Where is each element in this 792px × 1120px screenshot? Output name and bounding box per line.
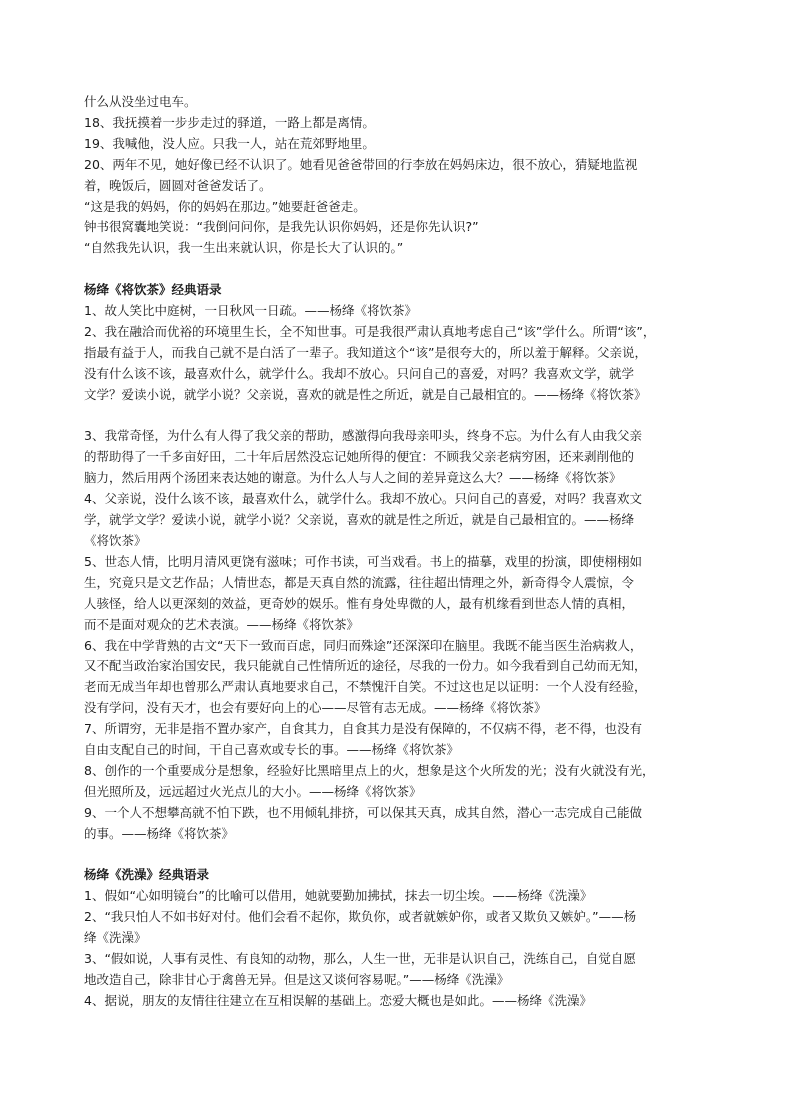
quote-7: 7、所谓穷，无非是指不置办家产，自食其力，自食其力是没有保障的，不仅病不得，老不得，也没有	[84, 721, 642, 737]
text-line: 文学？爱读小说，就学小说？父亲说，喜欢的就是性之所近，就是自己最相宜的。——杨绛《将饮茶》	[84, 386, 647, 402]
text-line: 的事。——杨绛《将饮茶》	[84, 825, 235, 841]
quote-20: 20、两年不见，她好像已经不认识了。她看见爸爸带回的行李放在妈妈床边，很不放心，猜疑地监视	[84, 156, 638, 172]
quote-9: 9、一个人不想攀高就不怕下跌，也不用倾轧排挤，可以保其天真，成其自然，潜心一志完成自己能做	[84, 804, 642, 820]
text-line: 没有学问，没有天才，也会有要好向上的心——尽管有志无成。——杨绛《将饮茶》	[84, 700, 547, 716]
text-line: 老而无成当年却也曾那么严肃认真地要求自己，不禁愧汗自笑。不过这也足以证明：一个人没有经验，	[84, 679, 647, 695]
quote-8: 8、创作的一个重要成分是想象，经验好比黑暗里点上的火，想象是这个火所发的光；没有火就没有光，	[84, 762, 655, 778]
text-line: 绛《洗澡》	[84, 930, 147, 946]
quote-5: 5、世态人情，比明月清风更饶有滋味；可作书读，可当戏看。书上的描摹，戏里的扮演，即使栩栩如	[84, 553, 642, 569]
text-line: “这是我的妈妈，你的妈妈在那边。”她要赶爸爸走。	[84, 198, 366, 214]
text-line: “自然我先认识，我一生出来就认识，你是长大了认识的。”	[84, 240, 404, 256]
text-line: 地改造自己，除非甘心于禽兽无异。但是这又谈何容易呢。”——杨绛《洗澡》	[84, 972, 510, 988]
text-line: 生，究竟只是文艺作品；人情世态，都是天真自然的流露，往往超出情理之外，新奇得令人震惊，令	[84, 574, 635, 590]
section-heading-xizao: 杨绛《洗澡》经典语录	[84, 867, 210, 883]
quote-2: 2、“我只怕人不如书好对付。他们会看不起你，欺负你，或者就嫉妒你，或者又欺负又嫉妒。”——杨	[84, 909, 637, 925]
quote-6: 6、我在中学背熟的古文“天下一致而百虑，同归而殊途”还深深印在脑里。我既不能当医生治病救人，	[84, 637, 643, 653]
text-line: 又不配当政治家治国安民，我只能就自己性情所近的途径，尽我的一份力。如今我看到自己幼而无知，	[84, 658, 647, 674]
text-line: 脑力，然后用两个汤团来表达她的谢意。为什么人与人之间的差异竟这么大？——杨绛《将饮茶》	[84, 470, 622, 486]
text-line: 但光照所及，远远超过火光点儿的大小。——杨绛《将饮茶》	[84, 783, 422, 799]
text-line: 的帮助得了一千多亩好田，二十年后居然没忘记她所得的便宜：不顾我父亲老病穷困，还来剥削他的	[84, 449, 635, 465]
text-line: 《将饮茶》	[84, 533, 147, 548]
quote-3: 3、“假如说，人事有灵性、有良知的动物，那么，人生一世，无非是认识自己，洗练自己，自觉自愿	[84, 951, 636, 967]
text-line: 什么从没坐过电车。	[84, 94, 197, 109]
quote-3: 3、我常奇怪，为什么有人得了我父亲的帮助，感激得向我母亲叩头，终身不忘。为什么有人由我父亲	[84, 428, 642, 444]
quote-4: 4、父亲说，没什么该不该，最喜欢什么，就学什么。我却不放心。只问自己的喜爱，对吗？我喜欢文	[84, 491, 642, 507]
text-line: 着，晚饭后，圆圆对爸爸发话了。	[84, 177, 272, 193]
quote-4: 4、据说，朋友的友情往往建立在互相误解的基础上。恋爱大概也是如此。——杨绛《洗澡》	[84, 992, 592, 1008]
section-heading-jiangyincha: 杨绛《将饮茶》经典语录	[84, 282, 222, 298]
quote-2: 2、我在融洽而优裕的环境里生长，全不知世事。可是我很严肃认真地考虑自己“该”学什么。所谓“该”，	[84, 323, 656, 339]
text-line: 自由支配自己的时间，干自己喜欢或专长的事。——杨绛《将饮茶》	[84, 742, 460, 758]
blank-line	[84, 845, 722, 866]
text-line: 指最有益于人，而我自己就不是白活了一辈子。我知道这个“该”是很夸大的，所以羞于解释。父亲说，	[84, 344, 647, 360]
text-line: 没有什么该不该，最喜欢什么，就学什么。我却不放心。只问自己的喜爱，对吗？我喜欢文学，就学	[84, 365, 635, 381]
text-line: 学，就学文学？爱读小说，就学小说？父亲说，喜欢的就是性之所近，就是自己最相宜的。——杨绛	[84, 512, 635, 528]
quote-19: 19、我喊他，没人应。只我一人，站在荒郊野地里。	[84, 135, 375, 151]
quote-18: 18、我抚摸着一步步走过的驿道，一路上都是离情。	[84, 114, 375, 130]
text-line: 而不是面对观众的艺术表演。——杨绛《将饮茶》	[84, 616, 360, 632]
text-line: 钟书很窝囊地笑说：“我倒问问你，是我先认识你妈妈，还是你先认识?”	[84, 219, 479, 235]
quote-1: 1、故人笑比中庭树，一日秋风一日疏。——杨绛《将饮茶》	[84, 303, 417, 319]
blank-line	[84, 259, 722, 280]
blank-line	[84, 406, 722, 427]
quote-1: 1、假如“心如明镜台”的比喻可以借用，她就要勤加拂拭，抹去一切尘埃。——杨绛《洗澡》	[84, 888, 593, 904]
text-line: 人骇怪，给人以更深刻的效益，更奇妙的娱乐。惟有身处卑微的人，最有机缘看到世态人情的真相，	[84, 595, 635, 611]
